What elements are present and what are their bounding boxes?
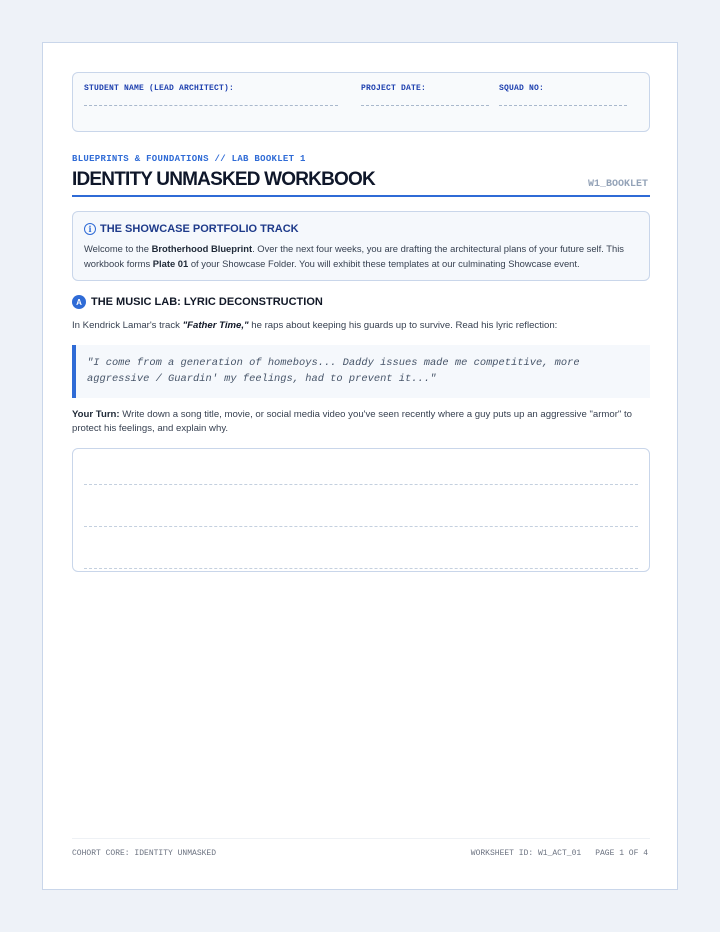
your-turn-prompt — [72, 408, 650, 436]
intro-text-2: he raps about keeping his guards up to survive. Read his lyric reflection: — [248, 320, 558, 331]
section-intro — [72, 320, 557, 331]
squad-no-label: SQUAD NO: — [499, 84, 545, 93]
lyric-quote-block — [72, 345, 650, 398]
info-icon: i — [84, 223, 96, 235]
worksheet-page — [42, 42, 678, 890]
booklet-eyebrow: BLUEPRINTS & FOUNDATIONS // LAB BOOKLET 1 — [72, 154, 306, 164]
title-divider — [72, 195, 650, 197]
squad-no-field — [499, 84, 544, 93]
section-badge: A — [72, 295, 86, 309]
track-body-text-3: of your Showcase Folder. You will exhibit these templates at our culminating Showcase event. — [188, 258, 580, 269]
project-date-line[interactable] — [361, 105, 489, 106]
answer-line — [84, 526, 638, 527]
project-date-field — [361, 84, 426, 93]
lyric-quote: "I come from a generation of homeboys... Daddy issues made me competitive, more aggressive / Guardin' my feelings, had to prevent it..." — [87, 357, 580, 385]
brotherhood-blueprint-term: Brotherhood Blueprint — [151, 243, 253, 254]
section-a-heading — [72, 295, 323, 309]
answer-line — [84, 568, 638, 569]
track-body-text-2: . Over the next four weeks, you are drafting the architectural plans of your future self. This workbook forms — [84, 243, 624, 269]
student-name-line[interactable] — [84, 105, 338, 106]
student-info-box — [72, 72, 650, 132]
answer-area[interactable] — [72, 448, 650, 572]
student-name-label: STUDENT NAME (LEAD ARCHITECT): — [84, 84, 235, 93]
page-title: IDENTITY UNMASKED WORKBOOK — [72, 169, 375, 190]
student-name-field — [84, 84, 234, 93]
squad-no-line[interactable] — [499, 105, 627, 106]
intro-text-1: In Kendrick Lamar's track — [72, 320, 183, 331]
booklet-code: W1_BOOKLET — [587, 179, 648, 190]
page-number: PAGE 1 OF 4 — [595, 849, 648, 858]
track-title: THE SHOWCASE PORTFOLIO TRACK — [100, 223, 299, 235]
track-description — [84, 241, 636, 271]
track-heading — [84, 223, 299, 235]
showcase-track-callout — [72, 211, 650, 281]
your-turn-label: Your Turn: — [72, 409, 120, 420]
section-title: THE MUSIC LAB: LYRIC DECONSTRUCTION — [91, 296, 323, 308]
footer-meta — [471, 849, 648, 858]
project-date-label: PROJECT DATE: — [361, 84, 427, 93]
plate-term: Plate 01 — [152, 258, 189, 269]
footer-divider — [72, 838, 650, 839]
track-name: "Father Time," — [182, 320, 249, 331]
footer-cohort: COHORT CORE: IDENTITY UNMASKED — [72, 849, 217, 858]
answer-line — [84, 484, 638, 485]
track-body-text-1: Welcome to the — [84, 243, 152, 254]
your-turn-text: Write down a song title, movie, or social media video you've seen recently where a guy puts up an aggressive "armor" to protect his feelings, and explain why. — [72, 409, 633, 434]
worksheet-id: WORKSHEET ID: W1_ACT_01 — [470, 849, 582, 858]
